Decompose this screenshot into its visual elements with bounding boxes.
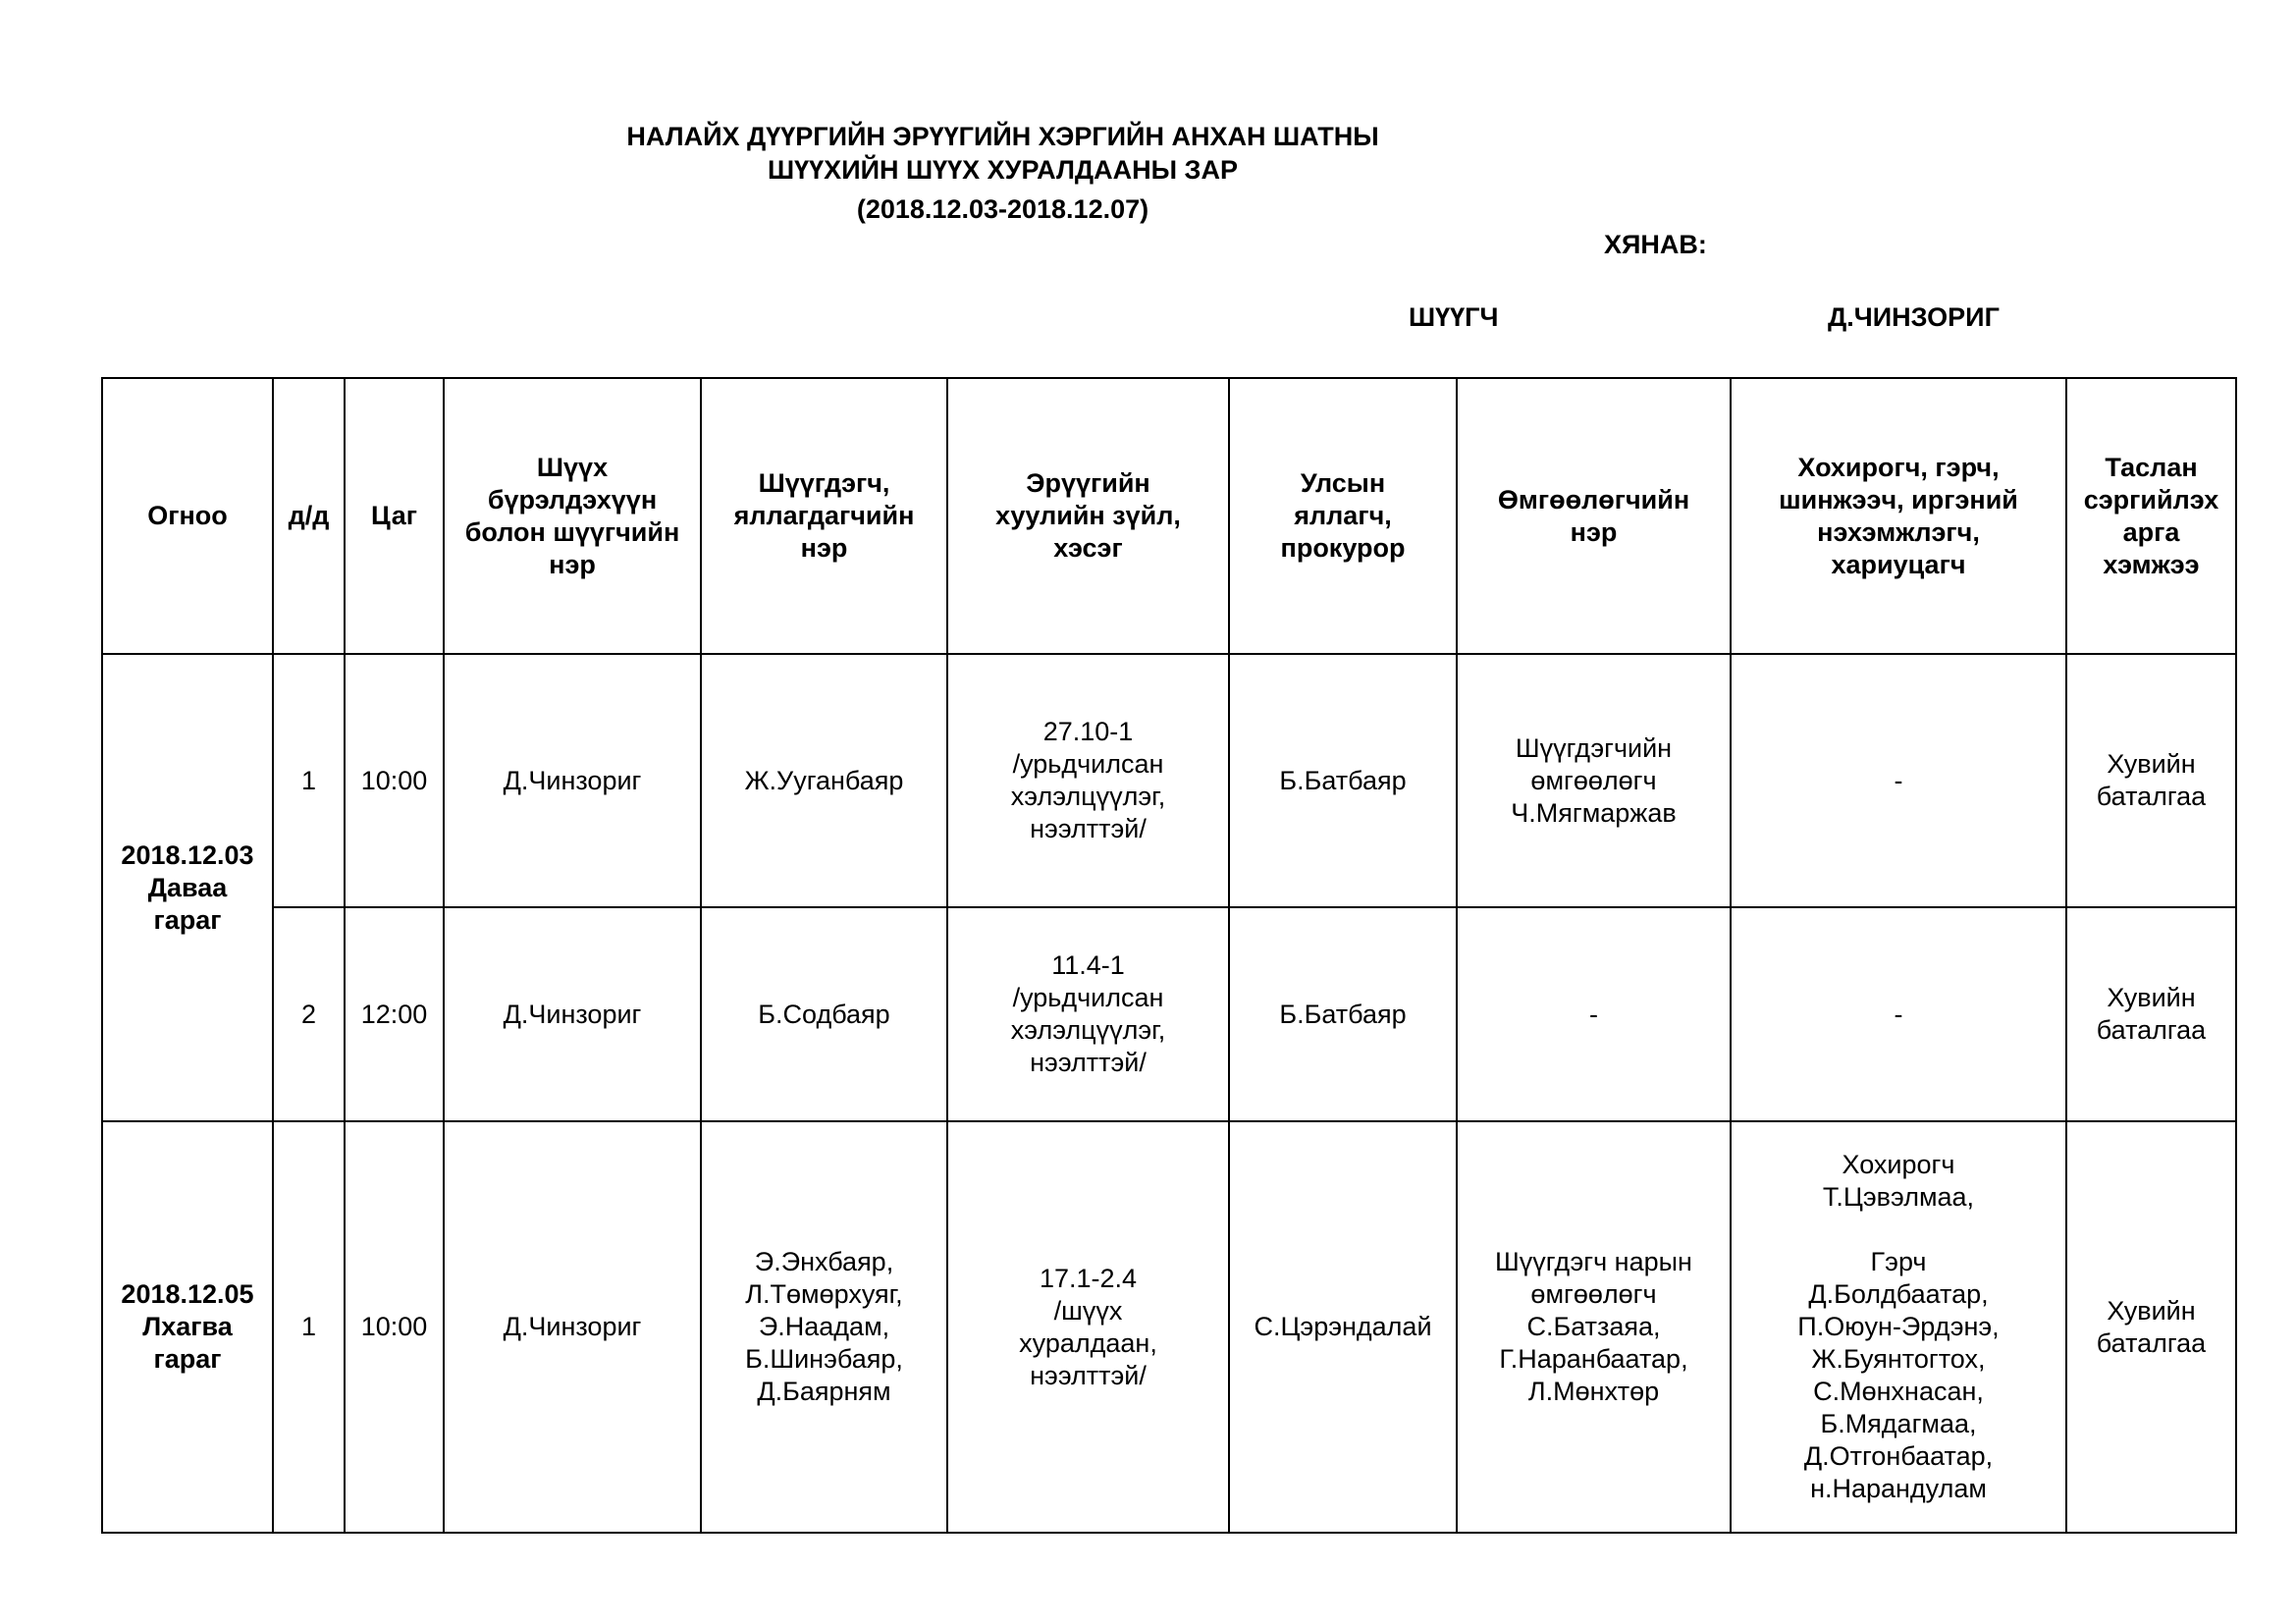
signer-role: ШҮҮГЧ [1409,302,1499,332]
judge-cell: Д.Чинзориг [444,654,701,907]
victims-cell: - [1731,654,2066,907]
col-header-victims: Хохирогч, гэрч, шинжээч, иргэний нэхэмжлэгч, хариуцагч [1731,378,2066,654]
article-cell: 27.10-1 /урьдчилсан хэлэлцүүлэг, нээлттэй/ [947,654,1229,907]
number-cell: 1 [273,654,345,907]
col-header-date: Огноо [102,378,273,654]
victims-cell: - [1731,907,2066,1121]
signer-name: Д.ЧИНЗОРИГ [1828,302,2000,332]
prosecutor-cell: Б.Батбаяр [1229,654,1457,907]
table-row [102,654,2236,907]
date-cell: 2018.12.05 Лхагва гараг [102,1121,273,1533]
col-header-measure: Таслан сэргийлэх арга хэмжээ [2066,378,2236,654]
number-cell: 2 [273,907,345,1121]
lawyer-cell: - [1457,907,1731,1121]
col-header-time: Цаг [345,378,444,654]
prosecutor-cell: Б.Батбаяр [1229,907,1457,1121]
number-cell: 1 [273,1121,345,1533]
col-header-judge: Шүүх бүрэлдэхүүн болон шүүгчийн нэр [444,378,701,654]
document-period: (2018.12.03-2018.12.07) [856,194,1149,224]
col-header-number: д/д [273,378,345,654]
measure-cell: Хувийн баталгаа [2066,907,2236,1121]
measure-cell: Хувийн баталгаа [2066,1121,2236,1533]
table-row [102,907,2236,1121]
defendant-cell: Б.Содбаяр [701,907,947,1121]
document-title-line1: НАЛАЙХ ДҮҮРГИЙН ЭРҮҮГИЙН ХЭРГИЙН АНХАН ШАТНЫ [626,122,1379,151]
col-header-lawyer: Өмгөөлөгчийн нэр [1457,378,1731,654]
judge-cell: Д.Чинзориг [444,907,701,1121]
time-cell: 12:00 [345,907,444,1121]
victims-cell: Хохирогч Т.Цэвэлмаа, Гэрч Д.Болдбаатар, П.Оюун-Эрдэнэ, Ж.Буянтогтох, С.Мөнхнасан, Б.Мядагмаа, Д.Отгонбаатар, н.Нарандулам [1731,1121,2066,1533]
time-cell: 10:00 [345,654,444,907]
hearing-schedule-table [101,377,2237,1534]
defendant-cell: Э.Энхбаяр, Л.Төмөрхуяг, Э.Наадам, Б.Шинэбаяр, Д.Баярням [701,1121,947,1533]
article-cell: 11.4-1 /урьдчилсан хэлэлцүүлэг, нээлттэй/ [947,907,1229,1121]
defendant-cell: Ж.Ууганбаяр [701,654,947,907]
date-cell: 2018.12.03 Даваа гараг [102,654,273,1121]
judge-cell: Д.Чинзориг [444,1121,701,1533]
col-header-article: Эрүүгийн хуулийн зүйл, хэсэг [947,378,1229,654]
lawyer-cell: Шүүгдэгч нарын өмгөөлөгч С.Батзаяа, Г.Наранбаатар, Л.Мөнхтөр [1457,1121,1731,1533]
table-row [102,1121,2236,1533]
prosecutor-cell: С.Цэрэндалай [1229,1121,1457,1533]
lawyer-cell: Шүүгдэгчийн өмгөөлөгч Ч.Мягмаржав [1457,654,1731,907]
measure-cell: Хувийн баталгаа [2066,654,2236,907]
document-title-line2: ШҮҮХИЙН ШҮҮХ ХУРАЛДААНЫ ЗАР [768,155,1238,185]
approve-label: ХЯНАВ: [1604,230,1707,259]
col-header-prosecutor: Улсын яллагч, прокурор [1229,378,1457,654]
time-cell: 10:00 [345,1121,444,1533]
article-cell: 17.1-2.4 /шүүх хуралдаан, нээлттэй/ [947,1121,1229,1533]
table-header-row [102,378,2236,654]
col-header-defendant: Шүүгдэгч, яллагдагчийн нэр [701,378,947,654]
